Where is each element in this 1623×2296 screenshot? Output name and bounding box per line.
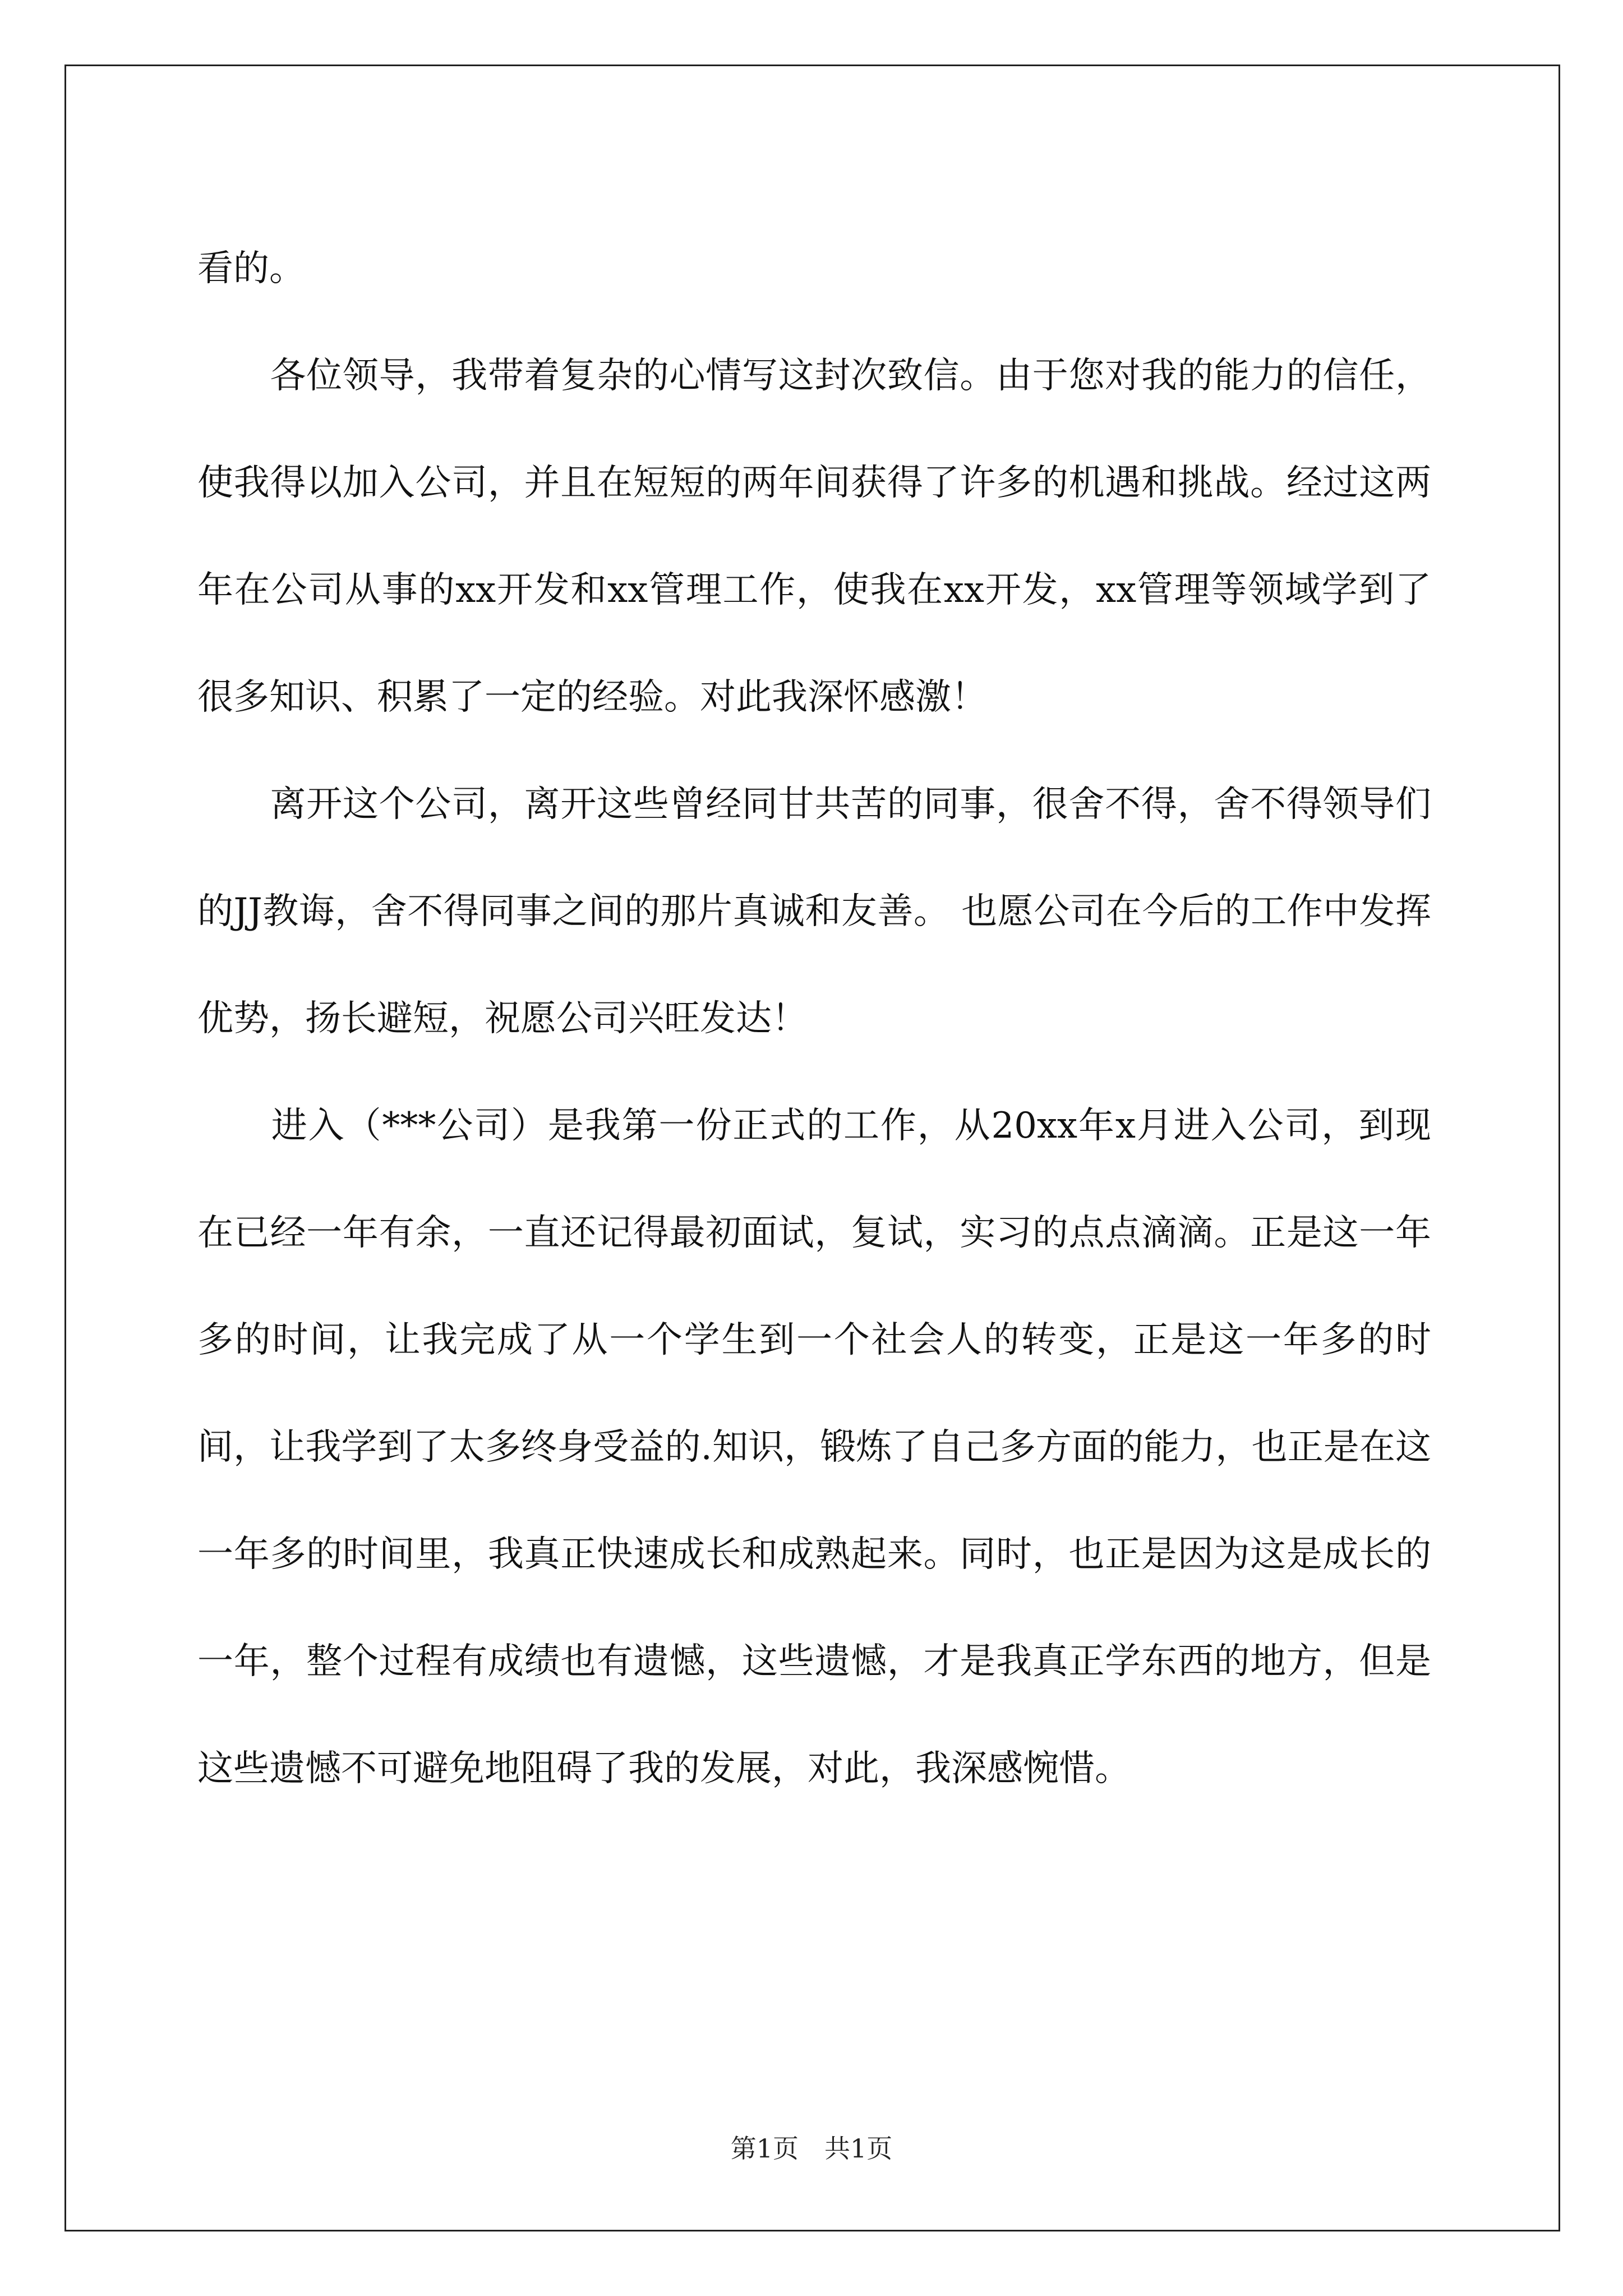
paragraph-2: 各位领导，我带着复杂的心情写这封次致信。由于您对我的能力的信任，使我得以加入公司，并且在短短的两年间获得了许多的机遇和挑战。经过这两年在公司从事的xx开发和xx管理工作，使我在xx开发，xx管理等领域学到了很多知识、积累了一定的经验。对此我深怀感激！ — [197, 355, 1431, 718]
paragraph-3: 离开这个公司，离开这些曾经同甘共苦的同事，很舍不得，舍不得领导们的JJ教诲，舍不得同事之间的那片真诚和友善。 也愿公司在今后的工作中发挥优势，扬长避短，祝愿公司兴旺发达！ — [197, 784, 1431, 1039]
document-body — [197, 215, 1431, 1823]
paragraph-4: 进入（***公司）是我第一份正式的工作，从20xx年x月进入公司，到现在已经一年有余，一直还记得最初面试，复试，实习的点点滴滴。正是这一年多的时间，让我完成了从一个学生到一个社会人的转变，正是这一年多的时间，让我学到了太多终身受益的.知识，锻炼了自己多方面的能力，也正是在这一年多的时间里，我真正快速成长和成熟起来。同时，也正是因为这是成长的一年，整个过程有成绩也有遗憾，这些遗憾，才是我真正学东西的地方，但是这些遗憾不可避免地阻碍了我的发展，对此，我深感惋惜。 — [197, 1105, 1431, 1789]
page-number-footer: 第1页 共1页 — [730, 2133, 893, 2164]
paragraph-1: 看的。 — [197, 248, 305, 289]
